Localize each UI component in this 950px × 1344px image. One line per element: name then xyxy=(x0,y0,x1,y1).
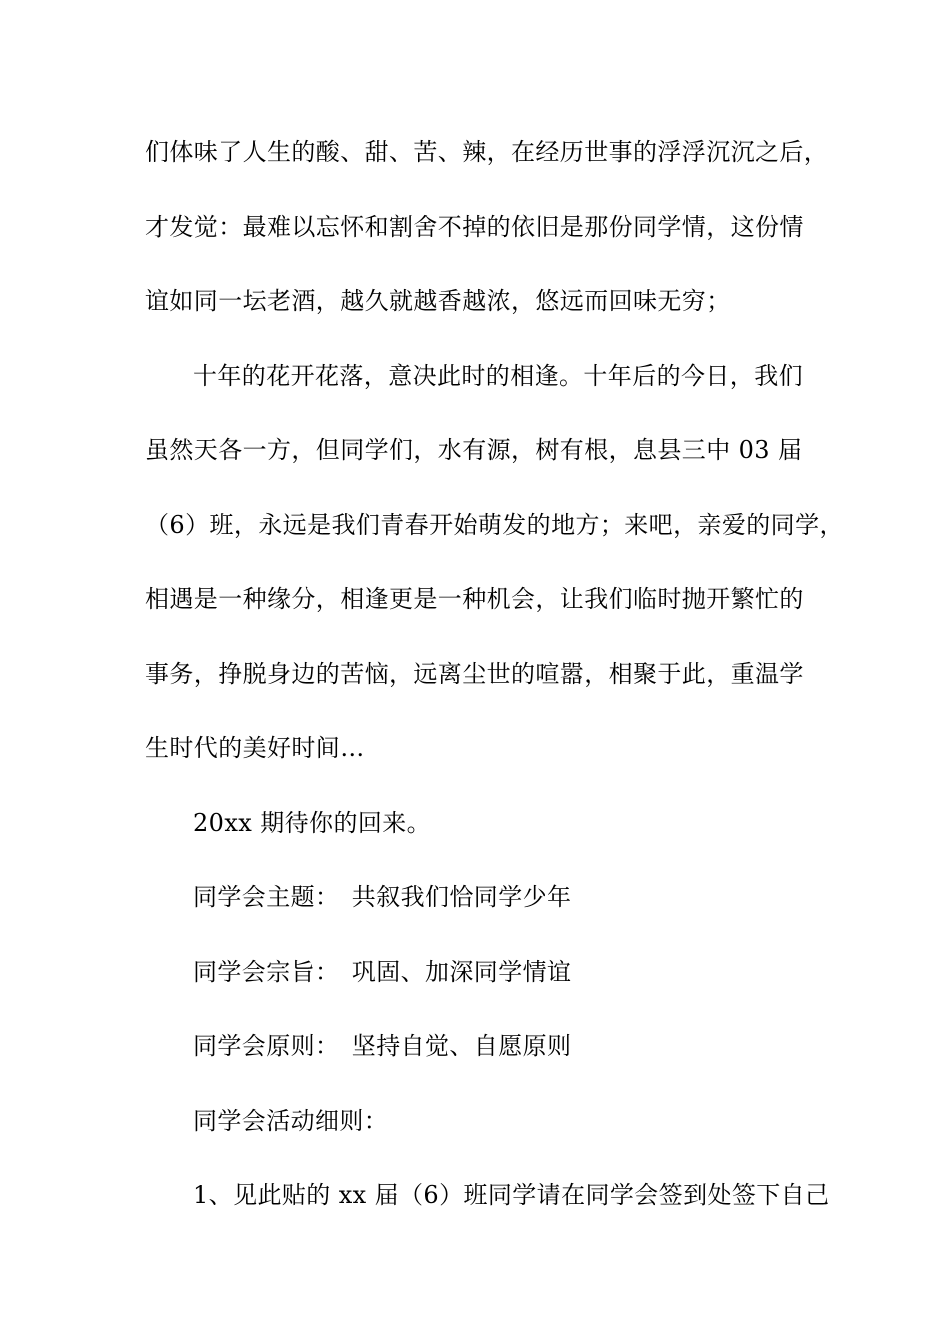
paragraph-line: 虽然天各一方，但同学们，水有源，树有根，息县三中 03 届 xyxy=(145,436,803,464)
paragraph-line: 十年的花开花落，意决此时的相逢。十年后的今日，我们 xyxy=(193,361,803,390)
paragraph-line: 20xx 期待你的回来。 xyxy=(193,808,432,837)
paragraph-line: 谊如同一坛老酒，越久就越香越浓，悠远而回味无穷； xyxy=(145,287,731,315)
paragraph-line: 才发觉：最难以忘怀和割舍不掉的依旧是那份同学情，这份情 xyxy=(145,212,804,241)
activity-rules-heading: 同学会活动细则： xyxy=(193,1106,389,1135)
paragraph-line: 生时代的美好时间… xyxy=(145,734,365,762)
reunion-purpose-line: 同学会宗旨： 巩固、加深同学情谊 xyxy=(193,957,572,986)
activity-rule-item: 1、见此贴的 xx 届（6）班同学请在同学会签到处签下自己 xyxy=(193,1181,830,1209)
paragraph-line: 事务，挣脱身边的苦恼，远离尘世的喧嚣，相聚于此，重温学 xyxy=(145,659,804,688)
paragraph-line: 们体味了人生的酸、甜、苦、辣，在经历世事的浮浮沉沉之后， xyxy=(145,138,829,166)
reunion-principle-line: 同学会原则： 坚持自觉、自愿原则 xyxy=(193,1032,572,1060)
reunion-theme-line: 同学会主题： 共叙我们恰同学少年 xyxy=(193,883,572,911)
document-body xyxy=(145,130,844,1248)
paragraph-line: （6）班，永远是我们青春开始萌发的地方；来吧，亲爱的同学， xyxy=(145,510,844,539)
paragraph-line: 相遇是一种缘分，相逢更是一种机会，让我们临时抛开繁忙的 xyxy=(145,585,804,613)
